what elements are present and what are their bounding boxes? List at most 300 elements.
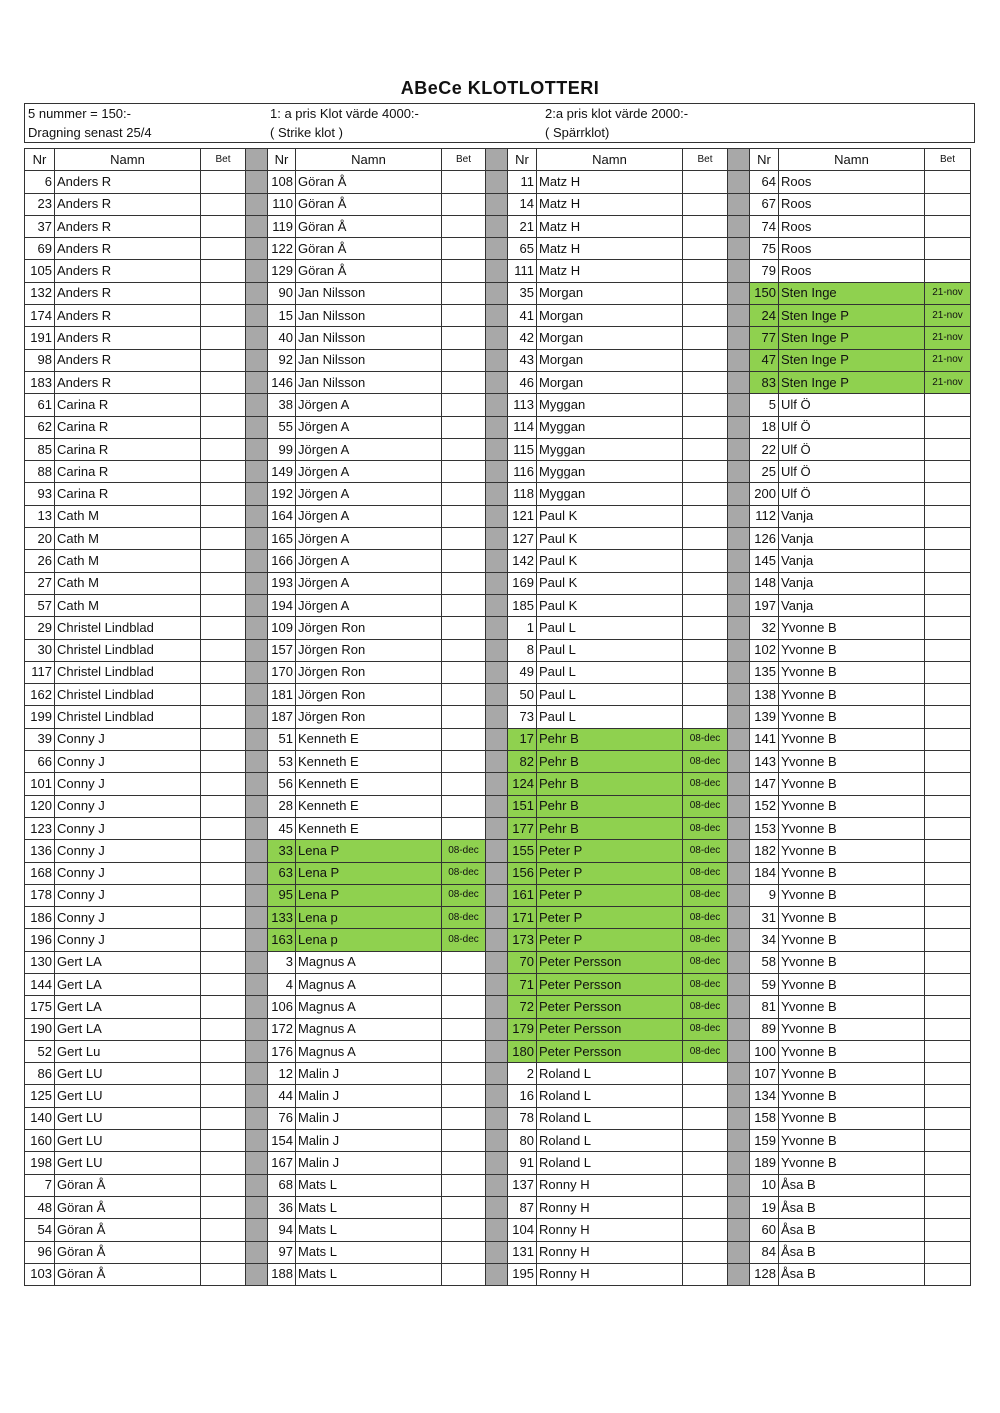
cell-bet bbox=[683, 1130, 728, 1152]
cell-nr: 101 bbox=[25, 773, 55, 795]
cell-nr: 11 bbox=[508, 171, 537, 193]
second-prize-info: 2:a pris klot värde 2000:- bbox=[545, 106, 689, 121]
cell-bet bbox=[442, 773, 486, 795]
cell-nr: 153 bbox=[750, 817, 779, 839]
cell-bet bbox=[683, 1107, 728, 1129]
cell-bet bbox=[925, 706, 971, 728]
cell-nr: 82 bbox=[508, 751, 537, 773]
cell-nr: 50 bbox=[508, 684, 537, 706]
cell-bet bbox=[201, 907, 246, 929]
cell-bet bbox=[201, 528, 246, 550]
cell-name: Conny J bbox=[55, 795, 201, 817]
cell-name: Ronny H bbox=[537, 1263, 683, 1285]
table-row bbox=[25, 639, 971, 661]
cell-bet: 08-dec bbox=[683, 973, 728, 995]
column-separator bbox=[486, 438, 508, 460]
cell-nr: 108 bbox=[268, 171, 296, 193]
column-separator bbox=[246, 1085, 268, 1107]
cell-bet bbox=[683, 1085, 728, 1107]
cell-nr: 62 bbox=[25, 416, 55, 438]
cell-nr: 48 bbox=[25, 1196, 55, 1218]
cell-nr: 13 bbox=[25, 505, 55, 527]
cell-bet bbox=[201, 193, 246, 215]
cell-bet bbox=[201, 862, 246, 884]
cell-name: Vanja bbox=[779, 528, 925, 550]
table-row bbox=[25, 1130, 971, 1152]
column-separator bbox=[486, 751, 508, 773]
cell-name: Sten Inge P bbox=[779, 371, 925, 393]
table-row bbox=[25, 260, 971, 282]
column-separator bbox=[246, 305, 268, 327]
cell-nr: 178 bbox=[25, 884, 55, 906]
cell-bet bbox=[442, 973, 486, 995]
cell-bet bbox=[442, 1085, 486, 1107]
cell-bet bbox=[925, 1219, 971, 1241]
cell-name: Kenneth E bbox=[296, 773, 442, 795]
cell-bet bbox=[201, 996, 246, 1018]
column-separator bbox=[728, 349, 750, 371]
header-nr: Nr bbox=[750, 149, 779, 171]
cell-bet bbox=[201, 1130, 246, 1152]
column-separator bbox=[728, 1263, 750, 1285]
cell-nr: 64 bbox=[750, 171, 779, 193]
cell-name: Myggan bbox=[537, 461, 683, 483]
cell-nr: 100 bbox=[750, 1040, 779, 1062]
cell-name: Paul L bbox=[537, 706, 683, 728]
cell-nr: 194 bbox=[268, 594, 296, 616]
cell-name: Yvonne B bbox=[779, 1063, 925, 1085]
cell-bet bbox=[925, 1063, 971, 1085]
cell-bet bbox=[925, 1040, 971, 1062]
cell-nr: 47 bbox=[750, 349, 779, 371]
cell-nr: 134 bbox=[750, 1085, 779, 1107]
column-separator bbox=[246, 929, 268, 951]
cell-nr: 130 bbox=[25, 951, 55, 973]
cell-bet bbox=[442, 305, 486, 327]
cell-name: Magnus A bbox=[296, 951, 442, 973]
column-separator bbox=[486, 550, 508, 572]
column-separator bbox=[246, 884, 268, 906]
column-separator bbox=[728, 505, 750, 527]
cell-nr: 21 bbox=[508, 215, 537, 237]
cell-nr: 124 bbox=[508, 773, 537, 795]
cell-nr: 71 bbox=[508, 973, 537, 995]
column-separator bbox=[486, 305, 508, 327]
cell-name: Sten Inge P bbox=[779, 305, 925, 327]
cell-name: Vanja bbox=[779, 594, 925, 616]
cell-name: Paul K bbox=[537, 528, 683, 550]
cell-bet bbox=[201, 951, 246, 973]
cell-nr: 80 bbox=[508, 1130, 537, 1152]
second-prize-sub: ( Spärrklot) bbox=[545, 125, 610, 140]
cell-nr: 104 bbox=[508, 1219, 537, 1241]
cell-nr: 131 bbox=[508, 1241, 537, 1263]
cell-nr: 118 bbox=[508, 483, 537, 505]
cell-name: Göran Å bbox=[55, 1241, 201, 1263]
column-separator bbox=[246, 639, 268, 661]
cell-bet bbox=[925, 751, 971, 773]
cell-name: Ronny H bbox=[537, 1241, 683, 1263]
cell-bet bbox=[925, 193, 971, 215]
cell-nr: 189 bbox=[750, 1152, 779, 1174]
cell-bet bbox=[925, 1152, 971, 1174]
cell-nr: 172 bbox=[268, 1018, 296, 1040]
cell-name: Paul L bbox=[537, 684, 683, 706]
cell-bet: 08-dec bbox=[683, 795, 728, 817]
cell-nr: 91 bbox=[508, 1152, 537, 1174]
cell-nr: 143 bbox=[750, 751, 779, 773]
header-nr: Nr bbox=[508, 149, 537, 171]
column-separator bbox=[246, 951, 268, 973]
table-row bbox=[25, 282, 971, 304]
cell-nr: 77 bbox=[750, 327, 779, 349]
cell-nr: 126 bbox=[750, 528, 779, 550]
cell-bet bbox=[201, 461, 246, 483]
cell-bet bbox=[925, 773, 971, 795]
column-separator bbox=[728, 706, 750, 728]
cell-bet: 21-nov bbox=[925, 349, 971, 371]
cell-name: Lena P bbox=[296, 884, 442, 906]
cell-name: Jan Nilsson bbox=[296, 327, 442, 349]
cell-name: Anders R bbox=[55, 327, 201, 349]
cell-nr: 26 bbox=[25, 550, 55, 572]
column-separator bbox=[246, 483, 268, 505]
cell-bet: 08-dec bbox=[683, 862, 728, 884]
cell-nr: 73 bbox=[508, 706, 537, 728]
column-separator bbox=[486, 215, 508, 237]
cell-nr: 113 bbox=[508, 394, 537, 416]
cell-nr: 60 bbox=[750, 1219, 779, 1241]
column-separator bbox=[486, 282, 508, 304]
cell-bet bbox=[925, 394, 971, 416]
column-separator bbox=[728, 728, 750, 750]
column-separator bbox=[486, 483, 508, 505]
column-separator bbox=[486, 260, 508, 282]
table-row bbox=[25, 327, 971, 349]
cell-bet bbox=[925, 260, 971, 282]
cell-name: Yvonne B bbox=[779, 751, 925, 773]
cell-name: Carina R bbox=[55, 416, 201, 438]
column-separator bbox=[486, 996, 508, 1018]
column-separator bbox=[246, 550, 268, 572]
cell-nr: 16 bbox=[508, 1085, 537, 1107]
cell-nr: 149 bbox=[268, 461, 296, 483]
table-row bbox=[25, 483, 971, 505]
table-row bbox=[25, 1241, 971, 1263]
cell-bet: 21-nov bbox=[925, 327, 971, 349]
column-separator bbox=[728, 996, 750, 1018]
cell-bet bbox=[683, 327, 728, 349]
cell-bet bbox=[201, 840, 246, 862]
cell-name: Paul L bbox=[537, 639, 683, 661]
cell-bet bbox=[683, 1196, 728, 1218]
column-separator bbox=[728, 416, 750, 438]
cell-name: Yvonne B bbox=[779, 973, 925, 995]
column-separator bbox=[486, 973, 508, 995]
cell-bet bbox=[925, 996, 971, 1018]
cell-bet bbox=[201, 929, 246, 951]
cell-nr: 152 bbox=[750, 795, 779, 817]
column-separator bbox=[486, 1152, 508, 1174]
cell-bet bbox=[201, 1263, 246, 1285]
column-separator bbox=[486, 884, 508, 906]
cell-nr: 41 bbox=[508, 305, 537, 327]
cell-nr: 22 bbox=[750, 438, 779, 460]
cell-bet bbox=[442, 661, 486, 683]
column-separator bbox=[486, 706, 508, 728]
cell-name: Peter Persson bbox=[537, 1018, 683, 1040]
cell-name: Gert LU bbox=[55, 1063, 201, 1085]
cell-name: Kenneth E bbox=[296, 728, 442, 750]
table-row bbox=[25, 973, 971, 995]
cell-bet bbox=[201, 416, 246, 438]
column-separator bbox=[246, 260, 268, 282]
cell-bet bbox=[201, 1241, 246, 1263]
column-separator bbox=[486, 817, 508, 839]
column-separator bbox=[728, 751, 750, 773]
cell-name: Pehr B bbox=[537, 817, 683, 839]
cell-bet bbox=[442, 193, 486, 215]
cell-name: Cath M bbox=[55, 550, 201, 572]
cell-nr: 125 bbox=[25, 1085, 55, 1107]
cell-name: Yvonne B bbox=[779, 1018, 925, 1040]
cell-name: Anders R bbox=[55, 305, 201, 327]
table-row bbox=[25, 416, 971, 438]
column-separator bbox=[728, 1196, 750, 1218]
cell-name: Jan Nilsson bbox=[296, 305, 442, 327]
cell-nr: 184 bbox=[750, 862, 779, 884]
cell-bet bbox=[201, 305, 246, 327]
column-separator bbox=[728, 282, 750, 304]
cell-nr: 151 bbox=[508, 795, 537, 817]
table-row bbox=[25, 929, 971, 951]
cell-bet bbox=[201, 327, 246, 349]
cell-nr: 2 bbox=[508, 1063, 537, 1085]
cell-name: Yvonne B bbox=[779, 661, 925, 683]
cell-nr: 158 bbox=[750, 1107, 779, 1129]
cell-nr: 165 bbox=[268, 528, 296, 550]
column-separator bbox=[728, 1130, 750, 1152]
cell-name: Paul L bbox=[537, 617, 683, 639]
cell-bet bbox=[442, 327, 486, 349]
column-separator bbox=[728, 1063, 750, 1085]
cell-name: Ulf Ö bbox=[779, 438, 925, 460]
cell-bet bbox=[683, 1241, 728, 1263]
cell-name: Åsa B bbox=[779, 1241, 925, 1263]
cell-bet bbox=[442, 572, 486, 594]
cell-nr: 94 bbox=[268, 1219, 296, 1241]
cell-bet bbox=[925, 1263, 971, 1285]
cell-nr: 180 bbox=[508, 1040, 537, 1062]
cell-name: Jörgen A bbox=[296, 505, 442, 527]
column-separator bbox=[486, 171, 508, 193]
info-box bbox=[24, 103, 975, 143]
column-separator bbox=[486, 639, 508, 661]
column-separator bbox=[728, 438, 750, 460]
cell-name: Yvonne B bbox=[779, 684, 925, 706]
cell-name: Malin J bbox=[296, 1152, 442, 1174]
cell-bet bbox=[925, 795, 971, 817]
cell-nr: 69 bbox=[25, 238, 55, 260]
cell-name: Mats L bbox=[296, 1219, 442, 1241]
cell-bet: 08-dec bbox=[683, 817, 728, 839]
cell-bet bbox=[925, 862, 971, 884]
cell-nr: 145 bbox=[750, 550, 779, 572]
cell-name: Yvonne B bbox=[779, 884, 925, 906]
cell-name: Yvonne B bbox=[779, 728, 925, 750]
cell-bet bbox=[925, 416, 971, 438]
column-separator bbox=[486, 1219, 508, 1241]
column-separator bbox=[728, 840, 750, 862]
cell-bet bbox=[683, 572, 728, 594]
cell-nr: 133 bbox=[268, 907, 296, 929]
column-separator bbox=[246, 751, 268, 773]
cell-name: Cath M bbox=[55, 528, 201, 550]
table-row bbox=[25, 817, 971, 839]
cell-bet: 08-dec bbox=[442, 840, 486, 862]
cell-nr: 25 bbox=[750, 461, 779, 483]
column-separator bbox=[486, 1241, 508, 1263]
column-separator bbox=[246, 1219, 268, 1241]
column-separator bbox=[728, 951, 750, 973]
cell-name: Ronny H bbox=[537, 1196, 683, 1218]
cell-bet bbox=[925, 215, 971, 237]
cell-bet bbox=[925, 817, 971, 839]
cell-bet bbox=[925, 929, 971, 951]
cell-bet bbox=[201, 817, 246, 839]
cell-nr: 193 bbox=[268, 572, 296, 594]
column-separator bbox=[486, 193, 508, 215]
header-name: Namn bbox=[537, 149, 683, 171]
column-separator bbox=[246, 661, 268, 683]
cell-bet bbox=[442, 550, 486, 572]
cell-bet bbox=[442, 1263, 486, 1285]
table-row bbox=[25, 305, 971, 327]
cell-name: Yvonne B bbox=[779, 795, 925, 817]
cell-name: Ronny H bbox=[537, 1219, 683, 1241]
table-row bbox=[25, 684, 971, 706]
cell-nr: 67 bbox=[750, 193, 779, 215]
cell-nr: 168 bbox=[25, 862, 55, 884]
cell-bet bbox=[442, 1063, 486, 1085]
column-separator bbox=[486, 617, 508, 639]
cell-nr: 97 bbox=[268, 1241, 296, 1263]
cell-name: Lena P bbox=[296, 862, 442, 884]
cell-name: Conny J bbox=[55, 751, 201, 773]
cell-name: Jörgen Ron bbox=[296, 617, 442, 639]
cell-name: Conny J bbox=[55, 862, 201, 884]
cell-bet: 08-dec bbox=[683, 1018, 728, 1040]
cell-nr: 102 bbox=[750, 639, 779, 661]
cell-nr: 99 bbox=[268, 438, 296, 460]
header-name: Namn bbox=[55, 149, 201, 171]
cell-bet bbox=[201, 215, 246, 237]
cell-nr: 138 bbox=[750, 684, 779, 706]
cell-name: Anders R bbox=[55, 215, 201, 237]
cell-nr: 38 bbox=[268, 394, 296, 416]
cell-name: Jörgen Ron bbox=[296, 684, 442, 706]
cell-nr: 49 bbox=[508, 661, 537, 683]
cell-nr: 90 bbox=[268, 282, 296, 304]
cell-name: Lena P bbox=[296, 840, 442, 862]
cell-nr: 146 bbox=[268, 371, 296, 393]
column-separator bbox=[246, 1130, 268, 1152]
cell-name: Cath M bbox=[55, 505, 201, 527]
cell-nr: 40 bbox=[268, 327, 296, 349]
header-bet: Bet bbox=[201, 149, 246, 171]
cell-name: Pehr B bbox=[537, 751, 683, 773]
cell-nr: 170 bbox=[268, 661, 296, 683]
cell-name: Myggan bbox=[537, 416, 683, 438]
table-row bbox=[25, 193, 971, 215]
cell-bet bbox=[442, 817, 486, 839]
column-separator bbox=[246, 416, 268, 438]
cell-name: Matz H bbox=[537, 238, 683, 260]
cell-name: Yvonne B bbox=[779, 862, 925, 884]
cell-nr: 110 bbox=[268, 193, 296, 215]
cell-nr: 61 bbox=[25, 394, 55, 416]
cell-name: Jörgen A bbox=[296, 594, 442, 616]
page-title: ABeCe KLOTLOTTERI bbox=[400, 78, 600, 98]
cell-name: Gert Lu bbox=[55, 1040, 201, 1062]
column-separator bbox=[246, 1040, 268, 1062]
cell-name: Yvonne B bbox=[779, 1107, 925, 1129]
column-separator bbox=[486, 951, 508, 973]
cell-nr: 88 bbox=[25, 461, 55, 483]
cell-bet bbox=[925, 550, 971, 572]
cell-nr: 31 bbox=[750, 907, 779, 929]
cell-nr: 176 bbox=[268, 1040, 296, 1062]
cell-bet bbox=[442, 1174, 486, 1196]
column-separator bbox=[246, 594, 268, 616]
cell-nr: 136 bbox=[25, 840, 55, 862]
column-separator bbox=[246, 617, 268, 639]
cell-bet bbox=[925, 1196, 971, 1218]
column-separator bbox=[246, 1263, 268, 1285]
cell-nr: 68 bbox=[268, 1174, 296, 1196]
column-separator bbox=[728, 394, 750, 416]
cell-bet bbox=[442, 684, 486, 706]
cell-nr: 139 bbox=[750, 706, 779, 728]
table-row bbox=[25, 996, 971, 1018]
cell-bet bbox=[201, 773, 246, 795]
column-separator bbox=[246, 1063, 268, 1085]
header-nr: Nr bbox=[25, 149, 55, 171]
column-separator bbox=[486, 840, 508, 862]
cell-nr: 45 bbox=[268, 817, 296, 839]
cell-name: Conny J bbox=[55, 817, 201, 839]
table-row bbox=[25, 461, 971, 483]
cell-nr: 156 bbox=[508, 862, 537, 884]
column-separator bbox=[486, 1107, 508, 1129]
cell-bet bbox=[683, 1152, 728, 1174]
cell-nr: 160 bbox=[25, 1130, 55, 1152]
cell-name: Malin J bbox=[296, 1130, 442, 1152]
cell-bet bbox=[683, 1063, 728, 1085]
cell-nr: 20 bbox=[25, 528, 55, 550]
table-row bbox=[25, 617, 971, 639]
cell-nr: 183 bbox=[25, 371, 55, 393]
cell-bet bbox=[683, 282, 728, 304]
cell-nr: 85 bbox=[25, 438, 55, 460]
cell-bet bbox=[201, 483, 246, 505]
cell-name: Jörgen A bbox=[296, 572, 442, 594]
cell-bet bbox=[925, 661, 971, 683]
column-separator bbox=[246, 973, 268, 995]
cell-name: Jörgen A bbox=[296, 483, 442, 505]
column-separator bbox=[728, 327, 750, 349]
cell-name: Anders R bbox=[55, 349, 201, 371]
